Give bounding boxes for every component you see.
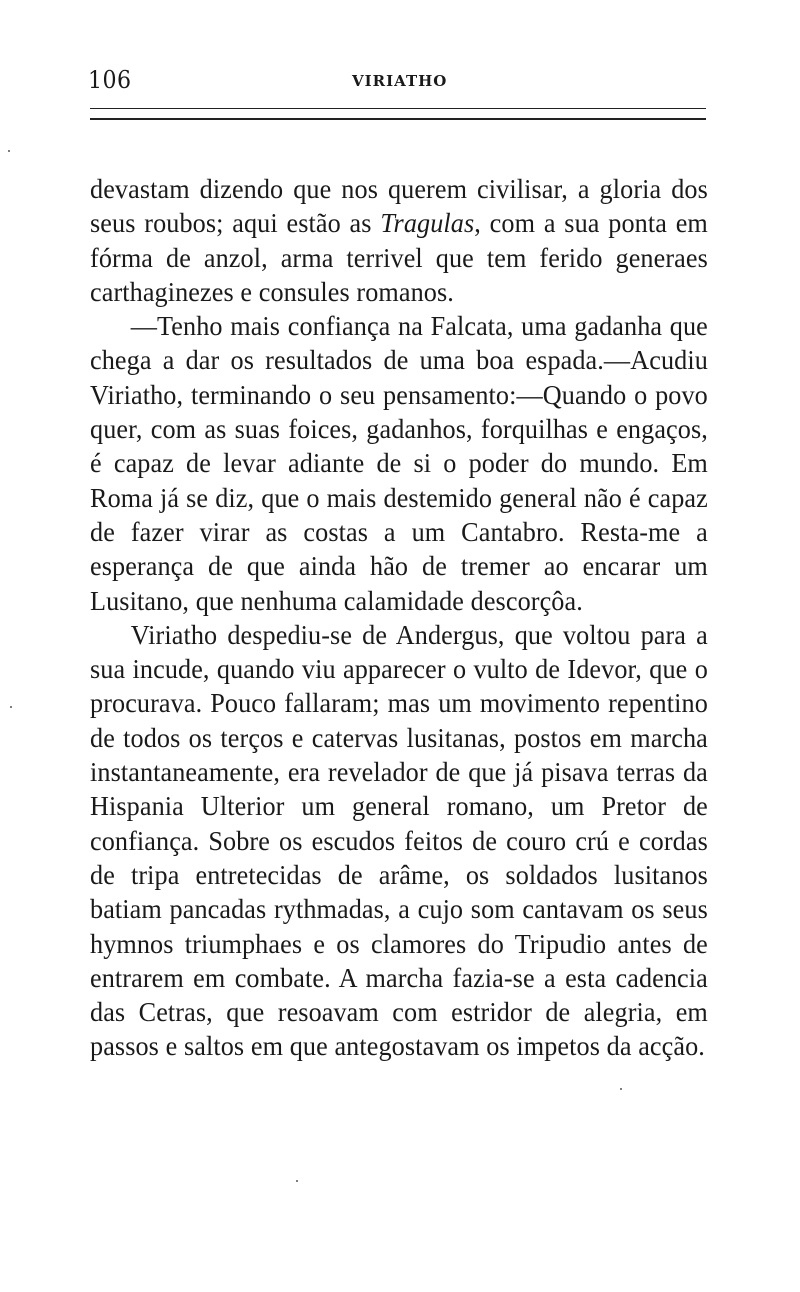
scan-speck [296, 1180, 298, 1182]
body-text [90, 172, 708, 1064]
header-rule-thin [90, 108, 706, 109]
paragraph-1-after: , com a sua ponta em fórma de anzol, arma terrivel que tem ferido generaes carthaginezes e consules romanos. [90, 208, 708, 307]
paragraph-1-before: devastam dizendo que nos querem civilisar, a gloria dos seus roubos; aqui estão as [90, 174, 708, 239]
running-title: VIRIATHO [352, 72, 448, 90]
header-rule-thick [90, 118, 706, 120]
paragraph-1 [90, 172, 708, 309]
scan-speck [620, 1088, 622, 1090]
page-number: 106 [88, 66, 132, 94]
scan-speck [8, 150, 10, 152]
paragraph-1-emphasis: Tragulas [380, 208, 475, 239]
scan-speck [10, 706, 12, 708]
running-head [88, 66, 708, 96]
paragraph-2: —Tenho mais confiança na Falcata, uma gadanha que chega a dar os resultados de uma boa espada.—Acudiu Viriatho, terminando o seu pensamento:—Quando o povo quer, com as suas foices, gadanhos, forquilhas e engaços, é capaz de levar adiante de si o poder do mundo. Em Roma já se diz, que o mais destemido general não é capaz de fazer virar as costas a um Cantabro. Resta-me a esperança de que ainda hão de tremer ao encarar um Lusitano, que nenhuma calamidade descorçôa. [90, 311, 708, 616]
paragraph-3: Viriatho despediu-se de Andergus, que voltou para a sua incude, quando viu apparecer o vulto de Idevor, que o procurava. Pouco fallaram; mas um movimento repentino de todos os terços e catervas lusitanas, postos em marcha instantaneamente, era revelador de que já pisava terras da Hispania Ulterior um general romano, um Pretor de confiança. Sobre os escudos feitos de couro crú e cordas de tripa entretecidas de arâme, os soldados lusitanos batiam pancadas rythmadas, a cujo som cantavam os seus hymnos triumphaes e os clamores do Tripudio antes de entrarem em combate. A marcha fazia-se a esta cadencia das Cetras, que resoavam com estridor de alegria, em passos e saltos em que antegostavam os impetos da acção. [90, 619, 708, 1062]
